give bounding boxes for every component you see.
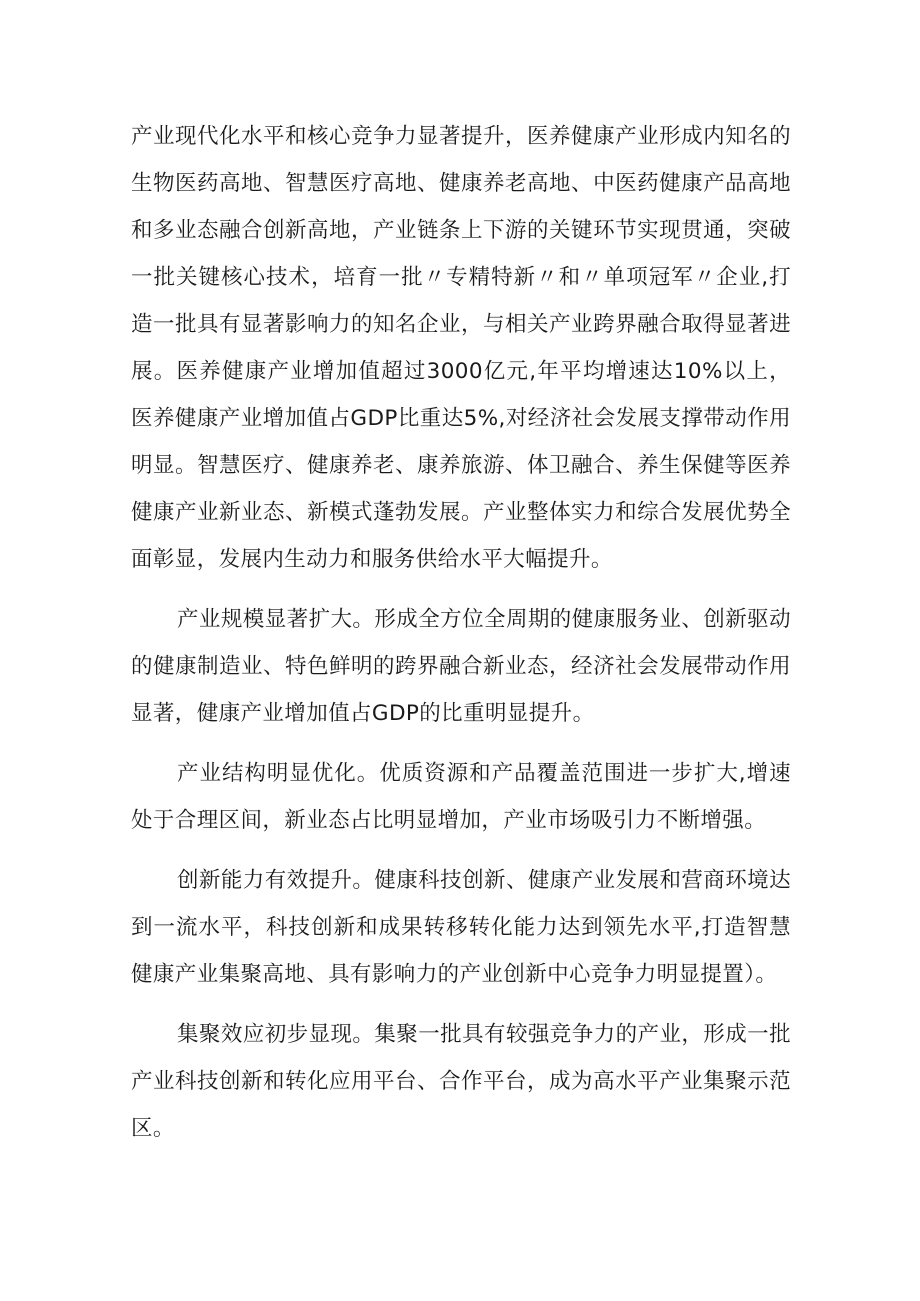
paragraph-industry-structure: 产业结构明显优化。优质资源和产品覆盖范围进一步扩大,增速处于合理区间，新业态占比明显增加，产业市场吸引力不断增强。 <box>131 761 791 833</box>
paragraph-overview: 产业现代化水平和核心竞争力显著提升，医养健康产业形成内知名的生物医药高地、智慧医疗高地、健康养老高地、中医药健康产品高地和多业态融合创新高地，产业链条上下游的关键环节实现贯通，突破一批关键核心技术，培育一批〃专精特新〃和〃单项冠军〃企业,打造一批具有显著影响力的知名企业，与相关产业跨界融合取得显著进展。医养健康产业增加值超过3000亿元,年平均增速达10%以上，医养健康产业增加值占GDP比重达5%,对经济社会发展支撑带动作用明显。智慧医疗、健康养老、康养旅游、体卫融合、养生保健等医养健康产业新业态、新模式蓬勃发展。产业整体实力和综合发展优势全面彰显，发展内生动力和服务供给水平大幅提升。 <box>131 124 791 572</box>
paragraph-innovation-capacity: 创新能力有效提升。健康科技创新、健康产业发展和营商环境达到一流水平，科技创新和成果转移转化能力达到领先水平,打造智慧健康产业集聚高地、具有影响力的产业创新中心竞争力明显提置）。 <box>131 868 791 987</box>
paragraph-industry-scale: 产业规模显著扩大。形成全方位全周期的健康服务业、创新驱动的健康制造业、特色鲜明的跨界融合新业态，经济社会发展带动作用显著，健康产业增加值占GDP的比重明显提升。 <box>131 607 791 726</box>
document-body <box>131 113 791 1152</box>
paragraph-cluster-effect: 集聚效应初步显现。集聚一批具有较强竞争力的产业，形成一批产业科技创新和转化应用平台、合作平台，成为高水平产业集聚示范区。 <box>131 1022 791 1141</box>
